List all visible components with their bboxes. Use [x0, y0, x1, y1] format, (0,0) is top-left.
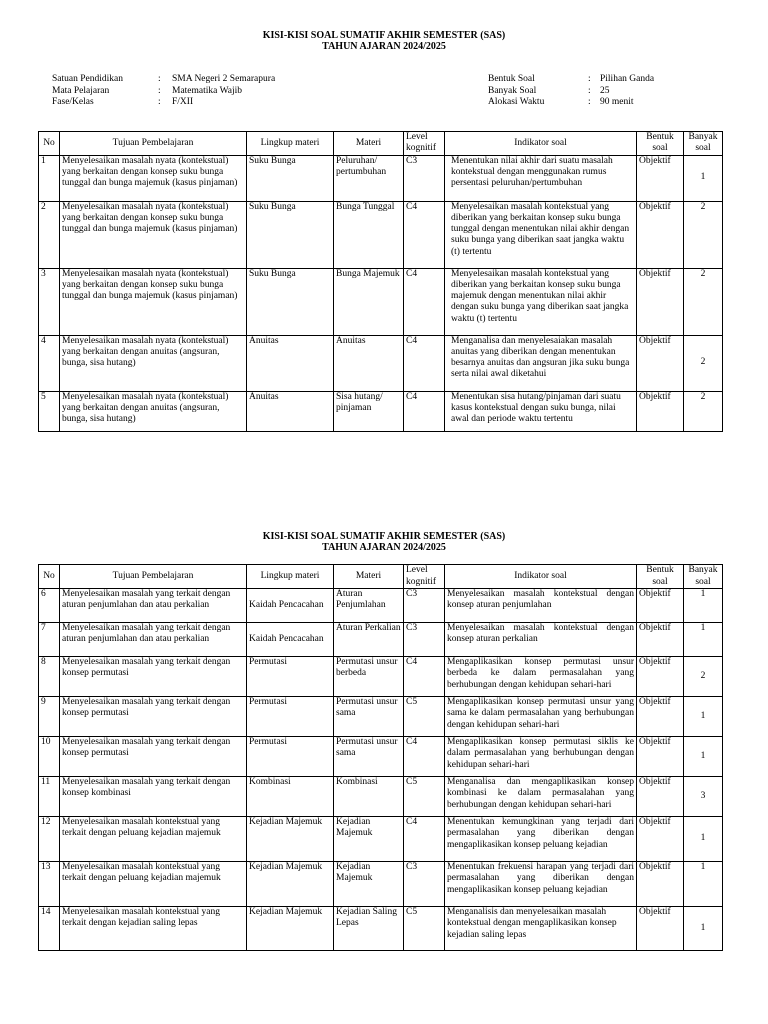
- info-label: Fase/Kelas: [52, 97, 94, 107]
- info-colon: :: [588, 85, 591, 96]
- cell-materi: Bunga Majemuk: [334, 268, 404, 335]
- table-row: [39, 657, 723, 697]
- cell-indikator: Menganalisa dan menyelesaiakan masalah anuitas yang diberikan dengan menentukan besarnya anuitas dan angsuran jika suku bunga serta nilai awal diketahui: [445, 335, 637, 391]
- cell-banyak: 1: [684, 697, 723, 737]
- cell-lingkup: Suku Bunga: [247, 268, 334, 335]
- cell-no: 2: [39, 201, 60, 268]
- info-colon: :: [158, 74, 161, 84]
- cell-materi: Bunga Tunggal: [334, 201, 404, 268]
- cell-tujuan: Menyelesaikan masalah kontekstual yang terkait dengan kejadian saling lepas: [60, 907, 247, 951]
- cell-indikator: Menentukan sisa hutang/pinjaman dari suatu kasus kontekstual dengan suku bunga, nilai awal dan periode waktu tertentu: [445, 391, 637, 431]
- table-row: [39, 697, 723, 737]
- header-banyak: Banyak soal: [684, 132, 723, 156]
- cell-level: C3: [404, 155, 445, 201]
- grid-table-2: [38, 564, 723, 951]
- cell-bentuk: Objektif: [637, 657, 684, 697]
- cell-lingkup: Kombinasi: [247, 777, 334, 817]
- table-row: [39, 817, 723, 862]
- cell-tujuan: Menyelesaikan masalah nyata (kontekstual) yang berkaitan dengan anuitas (angsuran, bunga, sisa hutang): [60, 335, 247, 391]
- cell-level: C5: [404, 907, 445, 951]
- cell-no: 12: [39, 817, 60, 862]
- cell-bentuk: Objektif: [637, 697, 684, 737]
- table-row: [39, 589, 723, 623]
- cell-tujuan: Menyelesaikan masalah yang terkait dengan konsep permutasi: [60, 657, 247, 697]
- cell-bentuk: Objektif: [637, 268, 684, 335]
- cell-bentuk: Objektif: [637, 777, 684, 817]
- cell-tujuan: Menyelesaikan masalah yang terkait dengan aturan penjumlahan dan atau perkalian: [60, 623, 247, 657]
- table-row: [39, 737, 723, 777]
- cell-lingkup: Anuitas: [247, 335, 334, 391]
- table-header-row: [39, 565, 723, 589]
- cell-indikator: Menyelesaikan masalah kontekstual dengan konsep aturan perkalian: [445, 623, 637, 657]
- cell-banyak: 1: [684, 907, 723, 951]
- cell-no: 3: [39, 268, 60, 335]
- table-row: [39, 623, 723, 657]
- cell-bentuk: Objektif: [637, 335, 684, 391]
- cell-lingkup: Kaidah Pencacahan: [247, 589, 334, 623]
- cell-banyak: 1: [684, 862, 723, 907]
- document-subtitle: TAHUN AJARAN 2024/2025: [322, 41, 446, 52]
- table-row: [39, 907, 723, 951]
- cell-lingkup: Kaidah Pencacahan: [247, 623, 334, 657]
- cell-materi: Aturan Penjumlahan: [334, 589, 404, 623]
- cell-level: C4: [404, 391, 445, 431]
- cell-lingkup: Anuitas: [247, 391, 334, 431]
- info-colon: :: [588, 74, 591, 84]
- info-value: SMA Negeri 2 Semarapura: [172, 74, 276, 84]
- cell-banyak: 2: [684, 335, 723, 391]
- cell-tujuan: Menyelesaikan masalah yang terkait dengan aturan penjumlahan dan atau perkalian: [60, 589, 247, 623]
- cell-materi: Permutasi unsur sama: [334, 697, 404, 737]
- cell-tujuan: Menyelesaikan masalah yang terkait dengan konsep permutasi: [60, 737, 247, 777]
- cell-indikator: Menyelesaikan masalah kontekstual yang diberikan yang berkaitan konsep suku bunga majemuk dengan menentukan nilai akhir dengan suku bunga yang diberikan saat jangka waktu (t) tertentu: [445, 268, 637, 335]
- info-label: Banyak Soal: [488, 85, 537, 96]
- header-lingkup: Lingkup materi: [247, 565, 334, 589]
- cell-bentuk: Objektif: [637, 862, 684, 907]
- cell-no: 13: [39, 862, 60, 907]
- cell-level: C5: [404, 777, 445, 817]
- cell-tujuan: Menyelesaikan masalah yang terkait dengan konsep permutasi: [60, 697, 247, 737]
- cell-indikator: Mengaplikasikan konsep permutasi unsur yang sama ke dalam permasalahan yang berhubungan dengan kehidupan sehari-hari: [445, 697, 637, 737]
- cell-banyak: 2: [684, 391, 723, 431]
- cell-lingkup: Kejadian Majemuk: [247, 817, 334, 862]
- cell-bentuk: Objektif: [637, 817, 684, 862]
- grid-table-1: [38, 131, 723, 432]
- cell-level: C3: [404, 862, 445, 907]
- cell-lingkup: Kejadian Majemuk: [247, 907, 334, 951]
- table-row: [39, 268, 723, 335]
- cell-indikator: Mengaplikasikan konsep permutasi unsur berbeda ke dalam permasalahan yang berhubungan dengan kehidupan sehari-hari: [445, 657, 637, 697]
- header-bentuk: Bentuk soal: [637, 132, 684, 156]
- cell-tujuan: Menyelesaikan masalah yang terkait dengan konsep kombinasi: [60, 777, 247, 817]
- info-colon: :: [588, 97, 591, 107]
- info-value: 90 menit: [600, 97, 634, 107]
- header-tujuan: Tujuan Pembelajaran: [60, 565, 247, 589]
- info-value: Matematika Wajib: [172, 85, 243, 96]
- exam-info: [488, 74, 654, 109]
- cell-indikator: Menentukan frekuensi harapan yang terjadi dari permasalahan yang diberikan dengan mengaplikasikan konsep peluang kejadian: [445, 862, 637, 907]
- table-row: [39, 201, 723, 268]
- info-label: Satuan Pendidikan: [52, 74, 123, 84]
- info-value: Pilihan Ganda: [600, 74, 655, 84]
- cell-indikator: Menyelesaikan masalah kontekstual yang diberikan yang berkaitan konsep suku bunga tunggal dengan menentukan nilai akhir dengan suku bunga yang diberikan saat jangka waktu (t) tertentu: [445, 201, 637, 268]
- cell-bentuk: Objektif: [637, 623, 684, 657]
- cell-banyak: 2: [684, 268, 723, 335]
- cell-banyak: 1: [684, 623, 723, 657]
- cell-level: C4: [404, 268, 445, 335]
- header-bentuk: Bentuk soal: [637, 565, 684, 589]
- cell-no: 7: [39, 623, 60, 657]
- cell-level: C3: [404, 589, 445, 623]
- info-value: F/XII: [172, 97, 194, 107]
- cell-bentuk: Objektif: [637, 155, 684, 201]
- cell-tujuan: Menyelesaikan masalah nyata (kontekstual) yang berkaitan dengan anuitas (angsuran, bunga, sisa hutang): [60, 391, 247, 431]
- info-label: Bentuk Soal: [488, 74, 535, 84]
- cell-no: 14: [39, 907, 60, 951]
- cell-indikator: Menganalisa dan mengaplikasikan konsep kombinasi ke dalam permasalahan yang berhubungan dengan kehidupan sehari-hari: [445, 777, 637, 817]
- table-row: [39, 391, 723, 431]
- cell-lingkup: Suku Bunga: [247, 155, 334, 201]
- cell-lingkup: Kejadian Majemuk: [247, 862, 334, 907]
- cell-tujuan: Menyelesaikan masalah kontekstual yang terkait dengan peluang kejadian majemuk: [60, 862, 247, 907]
- info-colon: :: [158, 97, 161, 107]
- info-label: Mata Pelajaran: [52, 85, 110, 96]
- cell-tujuan: Menyelesaikan masalah nyata (kontekstual) yang berkaitan dengan konsep suku bunga tunggal dan bunga majemuk (kasus pinjaman): [60, 155, 247, 201]
- cell-tujuan: Menyelesaikan masalah kontekstual yang terkait dengan peluang kejadian majemuk: [60, 817, 247, 862]
- header-level: Level kognitif: [404, 132, 445, 156]
- info-colon: :: [158, 85, 161, 96]
- cell-no: 10: [39, 737, 60, 777]
- cell-materi: Kejadian Majemuk: [334, 862, 404, 907]
- cell-no: 8: [39, 657, 60, 697]
- header-tujuan: Tujuan Pembelajaran: [60, 132, 247, 156]
- cell-bentuk: Objektif: [637, 589, 684, 623]
- table-row: [39, 777, 723, 817]
- cell-lingkup: Permutasi: [247, 697, 334, 737]
- header-materi: Materi: [334, 132, 404, 156]
- cell-no: 4: [39, 335, 60, 391]
- table-header-row: [39, 132, 723, 156]
- cell-materi: Kejadian Saling Lepas: [334, 907, 404, 951]
- cell-indikator: Menentukan kemungkinan yang terjadi dari permasalahan yang diberikan dengan mengaplikasikan konsep peluang kejadian: [445, 817, 637, 862]
- cell-indikator: Menganalisis dan menyelesaikan masalah kontekstual dengan mengaplikasikan konsep kejadian saling lepas: [445, 907, 637, 951]
- header-indikator: Indikator soal: [445, 565, 637, 589]
- cell-no: 5: [39, 391, 60, 431]
- cell-indikator: Menentukan nilai akhir dari suatu masalah kontekstual dengan menggunakan rumus persentasi peluruhan/pertumbuhan: [445, 155, 637, 201]
- cell-materi: Aturan Perkalian: [334, 623, 404, 657]
- cell-no: 11: [39, 777, 60, 817]
- cell-indikator: Mengaplikasikan konsep permutasi siklis ke dalam permasalahan yang berhubungan dengan kehidupan sehari-hari: [445, 737, 637, 777]
- cell-level: C4: [404, 657, 445, 697]
- cell-banyak: 1: [684, 589, 723, 623]
- cell-materi: Kombinasi: [334, 777, 404, 817]
- cell-lingkup: Permutasi: [247, 737, 334, 777]
- table-row: [39, 862, 723, 907]
- cell-lingkup: Suku Bunga: [247, 201, 334, 268]
- info-value: 25: [600, 85, 610, 96]
- cell-materi: Permutasi unsur sama: [334, 737, 404, 777]
- cell-indikator: Menyelesaikan masalah kontekstual dengan konsep aturan penjumlahan: [445, 589, 637, 623]
- cell-bentuk: Objektif: [637, 201, 684, 268]
- cell-level: C3: [404, 623, 445, 657]
- header-no: No: [39, 132, 60, 156]
- cell-tujuan: Menyelesaikan masalah nyata (kontekstual) yang berkaitan dengan konsep suku bunga tunggal dan bunga majemuk (kasus pinjaman): [60, 201, 247, 268]
- header-materi: Materi: [334, 565, 404, 589]
- cell-banyak: 1: [684, 155, 723, 201]
- cell-bentuk: Objektif: [637, 907, 684, 951]
- cell-materi: Sisa hutang/ pinjaman: [334, 391, 404, 431]
- header-indikator: Indikator soal: [445, 132, 637, 156]
- cell-materi: Peluruhan/ pertumbuhan: [334, 155, 404, 201]
- table-row: [39, 155, 723, 201]
- cell-banyak: 3: [684, 777, 723, 817]
- header-no: No: [39, 565, 60, 589]
- header-level: Level kognitif: [404, 565, 445, 589]
- cell-no: 1: [39, 155, 60, 201]
- document-subtitle-2: TAHUN AJARAN 2024/2025: [322, 542, 446, 553]
- document-title-2: KISI-KISI SOAL SUMATIF AKHIR SEMESTER (SAS): [262, 531, 506, 542]
- document-title: KISI-KISI SOAL SUMATIF AKHIR SEMESTER (SAS): [262, 30, 506, 41]
- cell-banyak: 1: [684, 737, 723, 777]
- cell-materi: Kejadian Majemuk: [334, 817, 404, 862]
- cell-banyak: 1: [684, 817, 723, 862]
- header-banyak: Banyak soal: [684, 565, 723, 589]
- cell-no: 6: [39, 589, 60, 623]
- info-label: Alokasi Waktu: [488, 97, 545, 107]
- cell-level: C4: [404, 737, 445, 777]
- cell-bentuk: Objektif: [637, 737, 684, 777]
- table-row: [39, 335, 723, 391]
- school-info: [52, 74, 275, 109]
- cell-level: C4: [404, 201, 445, 268]
- cell-materi: Permutasi unsur berbeda: [334, 657, 404, 697]
- cell-banyak: 2: [684, 657, 723, 697]
- cell-lingkup: Permutasi: [247, 657, 334, 697]
- cell-no: 9: [39, 697, 60, 737]
- cell-level: C5: [404, 697, 445, 737]
- cell-banyak: 2: [684, 201, 723, 268]
- cell-materi: Anuitas: [334, 335, 404, 391]
- cell-level: C4: [404, 335, 445, 391]
- cell-level: C4: [404, 817, 445, 862]
- cell-bentuk: Objektif: [637, 391, 684, 431]
- cell-tujuan: Menyelesaikan masalah nyata (kontekstual) yang berkaitan dengan konsep suku bunga tunggal dan bunga majemuk (kasus pinjaman): [60, 268, 247, 335]
- header-lingkup: Lingkup materi: [247, 132, 334, 156]
